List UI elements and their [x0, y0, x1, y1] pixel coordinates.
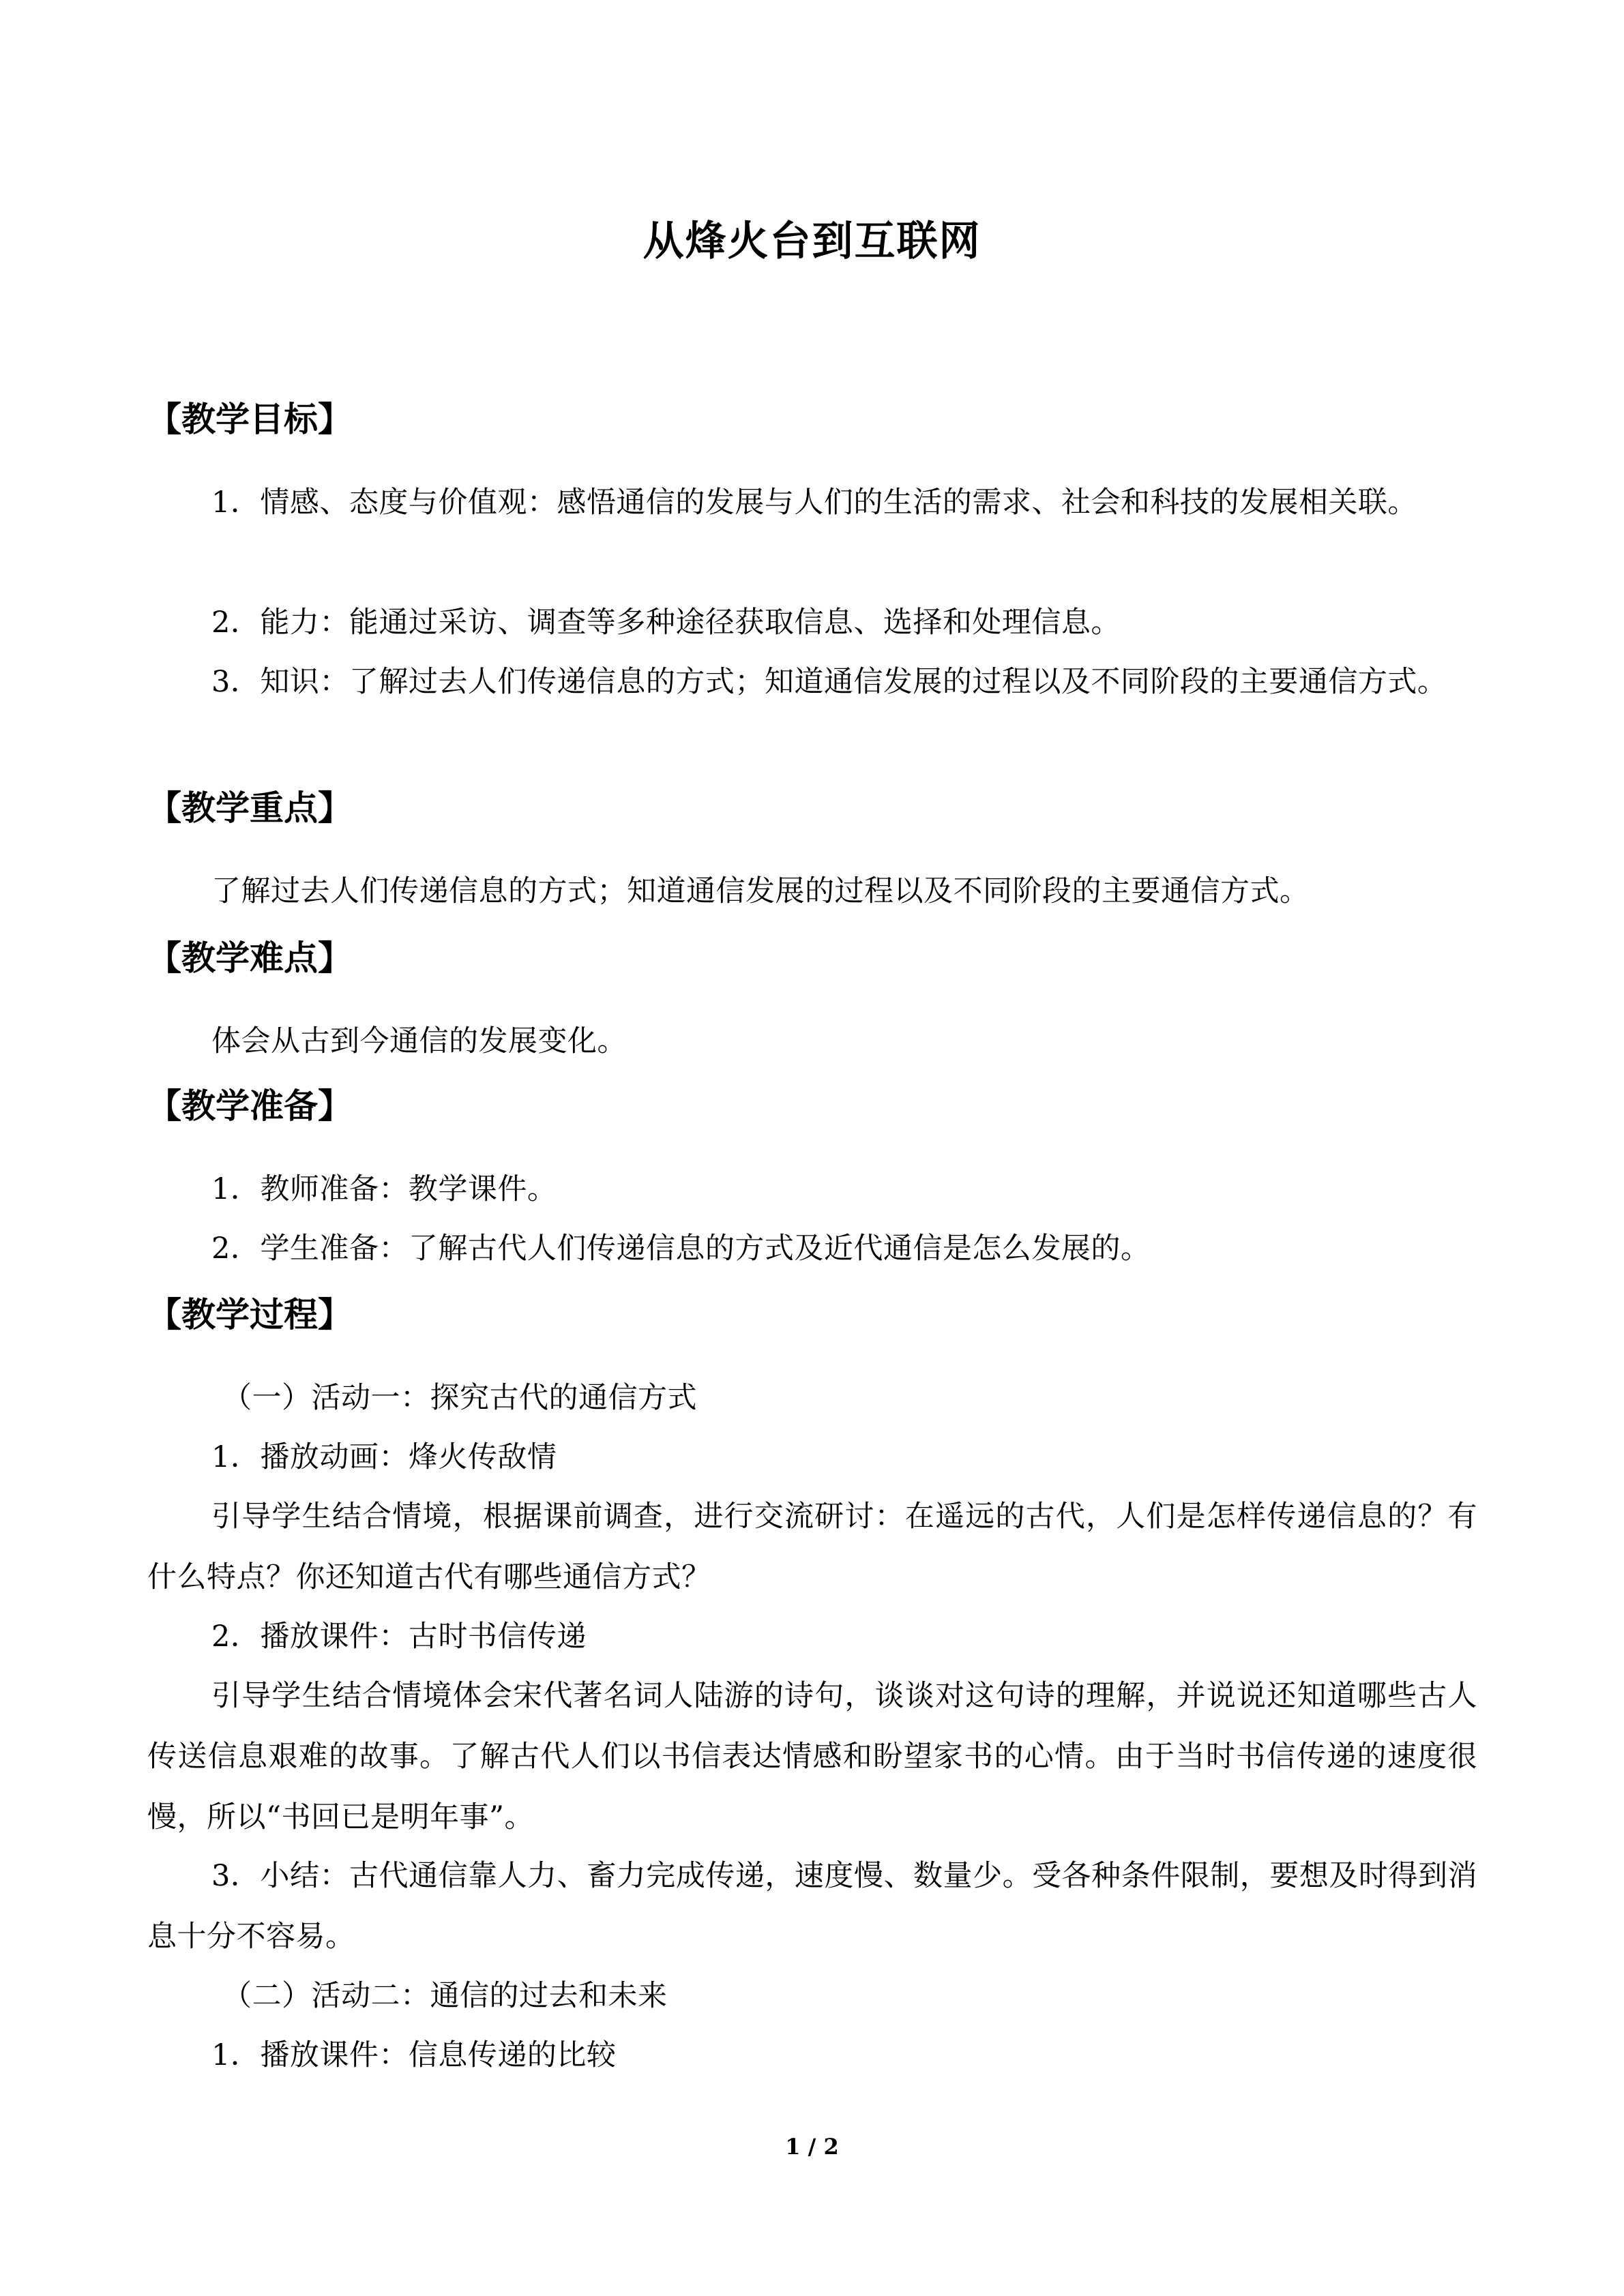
- preparation-item: 1．教师准备：教学课件。: [211, 1172, 557, 1206]
- objective-item: 3．知识：了解过去人们传递信息的方式；知道通信发展的过程以及不同阶段的主要通信方式。: [211, 665, 1447, 699]
- section-heading-process: 【教学过程】: [147, 1295, 352, 1335]
- process-paragraph: 2．播放课件：古时书信传递: [211, 1620, 587, 1654]
- objective-item: 1．情感、态度与价值观：感悟通信的发展与人们的生活的需求、社会和科技的发展相关联。: [211, 486, 1417, 520]
- process-subheading: （一）活动一：探究古代的通信方式: [222, 1381, 697, 1415]
- process-paragraph: 1．播放课件：信息传递的比较: [211, 2038, 617, 2072]
- section-heading-difficulties: 【教学难点】: [147, 938, 352, 978]
- process-paragraph: 引导学生结合情境体会宋代著名词人陆游的诗句，谈谈对这句诗的理解，并说说还知道哪些古人传送信息艰难的故事。了解古代人们以书信表达情感和盼望家书的心情。由于当时书信传递的速度很慢，所以“书回已是明年事”。: [147, 1679, 1477, 1834]
- process-paragraph: 1．播放动画：烽火传敌情: [211, 1440, 557, 1474]
- difficulties-text: 体会从古到今通信的发展变化。: [211, 1024, 627, 1058]
- process-subheading: （二）活动二：通信的过去和未来: [222, 1979, 668, 2013]
- section-heading-objectives: 【教学目标】: [147, 400, 352, 439]
- preparation-item: 2．学生准备：了解古代人们传递信息的方式及近代通信是怎么发展的。: [211, 1232, 1151, 1266]
- key-points-text: 了解过去人们传递信息的方式；知道通信发展的过程以及不同阶段的主要通信方式。: [211, 874, 1310, 908]
- document-title: 从烽火台到互联网: [643, 218, 981, 265]
- page-number: 1 / 2: [785, 2134, 839, 2160]
- section-heading-key-points: 【教学重点】: [147, 788, 352, 828]
- process-paragraph: 3．小结：古代通信靠人力、畜力完成传递，速度慢、数量少。受各种条件限制，要想及时得到消息十分不容易。: [147, 1859, 1477, 1954]
- section-heading-preparation: 【教学准备】: [147, 1086, 352, 1126]
- objective-item: 2．能力：能通过采访、调查等多种途径获取信息、选择和处理信息。: [211, 606, 1121, 640]
- process-paragraph: 引导学生结合情境，根据课前调查，进行交流研讨：在遥远的古代，人们是怎样传递信息的？有什么特点？你还知道古代有哪些通信方式？: [147, 1500, 1477, 1594]
